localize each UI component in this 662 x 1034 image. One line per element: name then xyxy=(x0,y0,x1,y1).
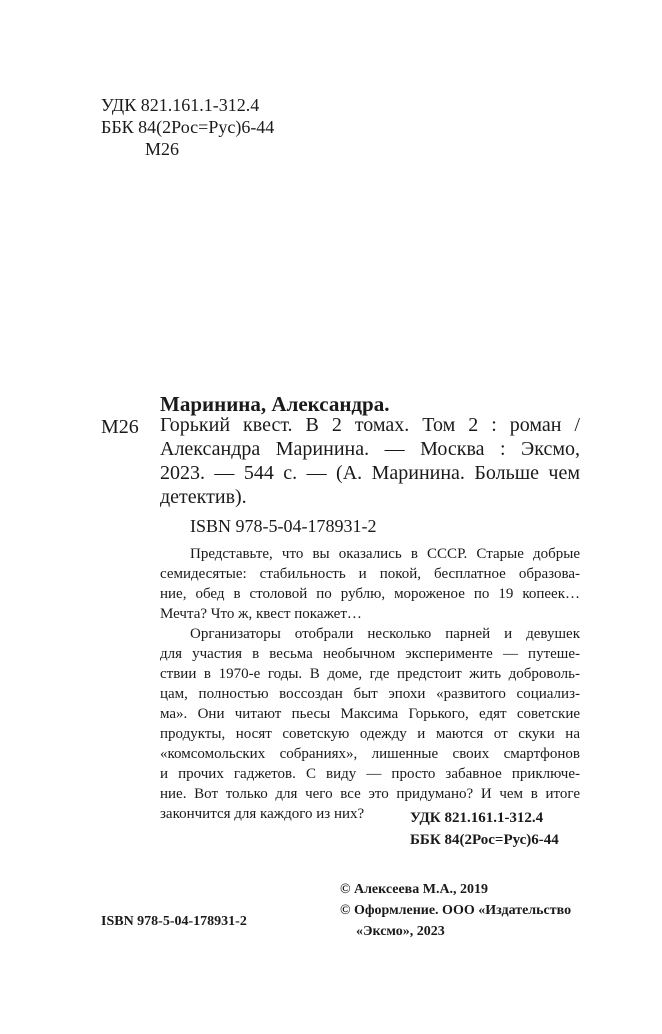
biblio-line: детектив). xyxy=(160,486,247,508)
copyright-design: © Оформление. ООО «Издательство xyxy=(340,903,572,918)
annotation-line: продукты, носят советскую одежду и маются от скуки на xyxy=(160,726,580,742)
copyright-block xyxy=(340,879,571,942)
annotation-line: и прочих гаджетов. С виду — просто забавное приключе- xyxy=(160,766,580,782)
udk-code: УДК 821.161.1-312.4 xyxy=(101,95,260,115)
bbk-code: ББК 84(2Рос=Рус)6-44 xyxy=(101,117,275,137)
annotation-line: ма». Они читают пьесы Максима Горького, едят советские xyxy=(160,706,580,722)
author-mark-side: М26 xyxy=(101,416,139,438)
biblio-line: 2023. — 544 с. — (А. Маринина. Больше чем xyxy=(160,462,580,484)
annotation-line: семидесятые: стабильность и покой, бесплатное образова- xyxy=(160,566,580,582)
annotation-line: ние, обед в столовой по рублю, мороженое по 19 копеек… xyxy=(160,586,580,602)
author-mark: М26 xyxy=(145,139,180,159)
annotation-line: для участия в весьма необычном эксперименте — путеше- xyxy=(160,646,580,662)
annotation-line: Мечта? Что ж, квест покажет… xyxy=(160,606,362,622)
annotation-line: Представьте, что вы оказались в СССР. Старые добрые xyxy=(190,546,580,562)
author-heading: Маринина, Александра. xyxy=(160,392,390,416)
bottom-classification-block xyxy=(410,807,559,851)
annotation-line: Организаторы отобрали несколько парней и девушек xyxy=(190,626,580,642)
bbk-code-bottom: ББК 84(2Рос=Рус)6-44 xyxy=(410,832,559,848)
copyright-publisher: «Эксмо», 2023 xyxy=(356,924,445,939)
annotation-line: закончится для каждого из них? xyxy=(160,806,365,822)
annotation-line: ствии в 1970-е годы. В доме, где предстоит жить доброволь- xyxy=(160,666,580,682)
isbn-main: ISBN 978-5-04-178931-2 xyxy=(190,516,377,536)
annotation xyxy=(160,544,580,824)
annotation-line: «комсомольских собраниях», лишенные своих смартфонов xyxy=(160,746,580,762)
annotation-line: цам, полностью воссоздан быт эпохи «развитого социализ- xyxy=(160,686,580,702)
biblio-line: Горький квест. В 2 томах. Том 2 : роман / xyxy=(160,414,580,436)
udk-code-bottom: УДК 821.161.1-312.4 xyxy=(410,810,544,826)
isbn-footer: ISBN 978-5-04-178931-2 xyxy=(101,914,247,929)
biblio-line: Александра Маринина. — Москва : Эксмо, xyxy=(160,438,580,460)
bibliographic-description xyxy=(160,413,580,509)
annotation-line: ние. Вот только для чего все это придумано? И чем в итоге xyxy=(160,786,580,802)
top-classification-block xyxy=(101,94,274,160)
copyright-author: © Алексеева М.А., 2019 xyxy=(340,882,489,897)
